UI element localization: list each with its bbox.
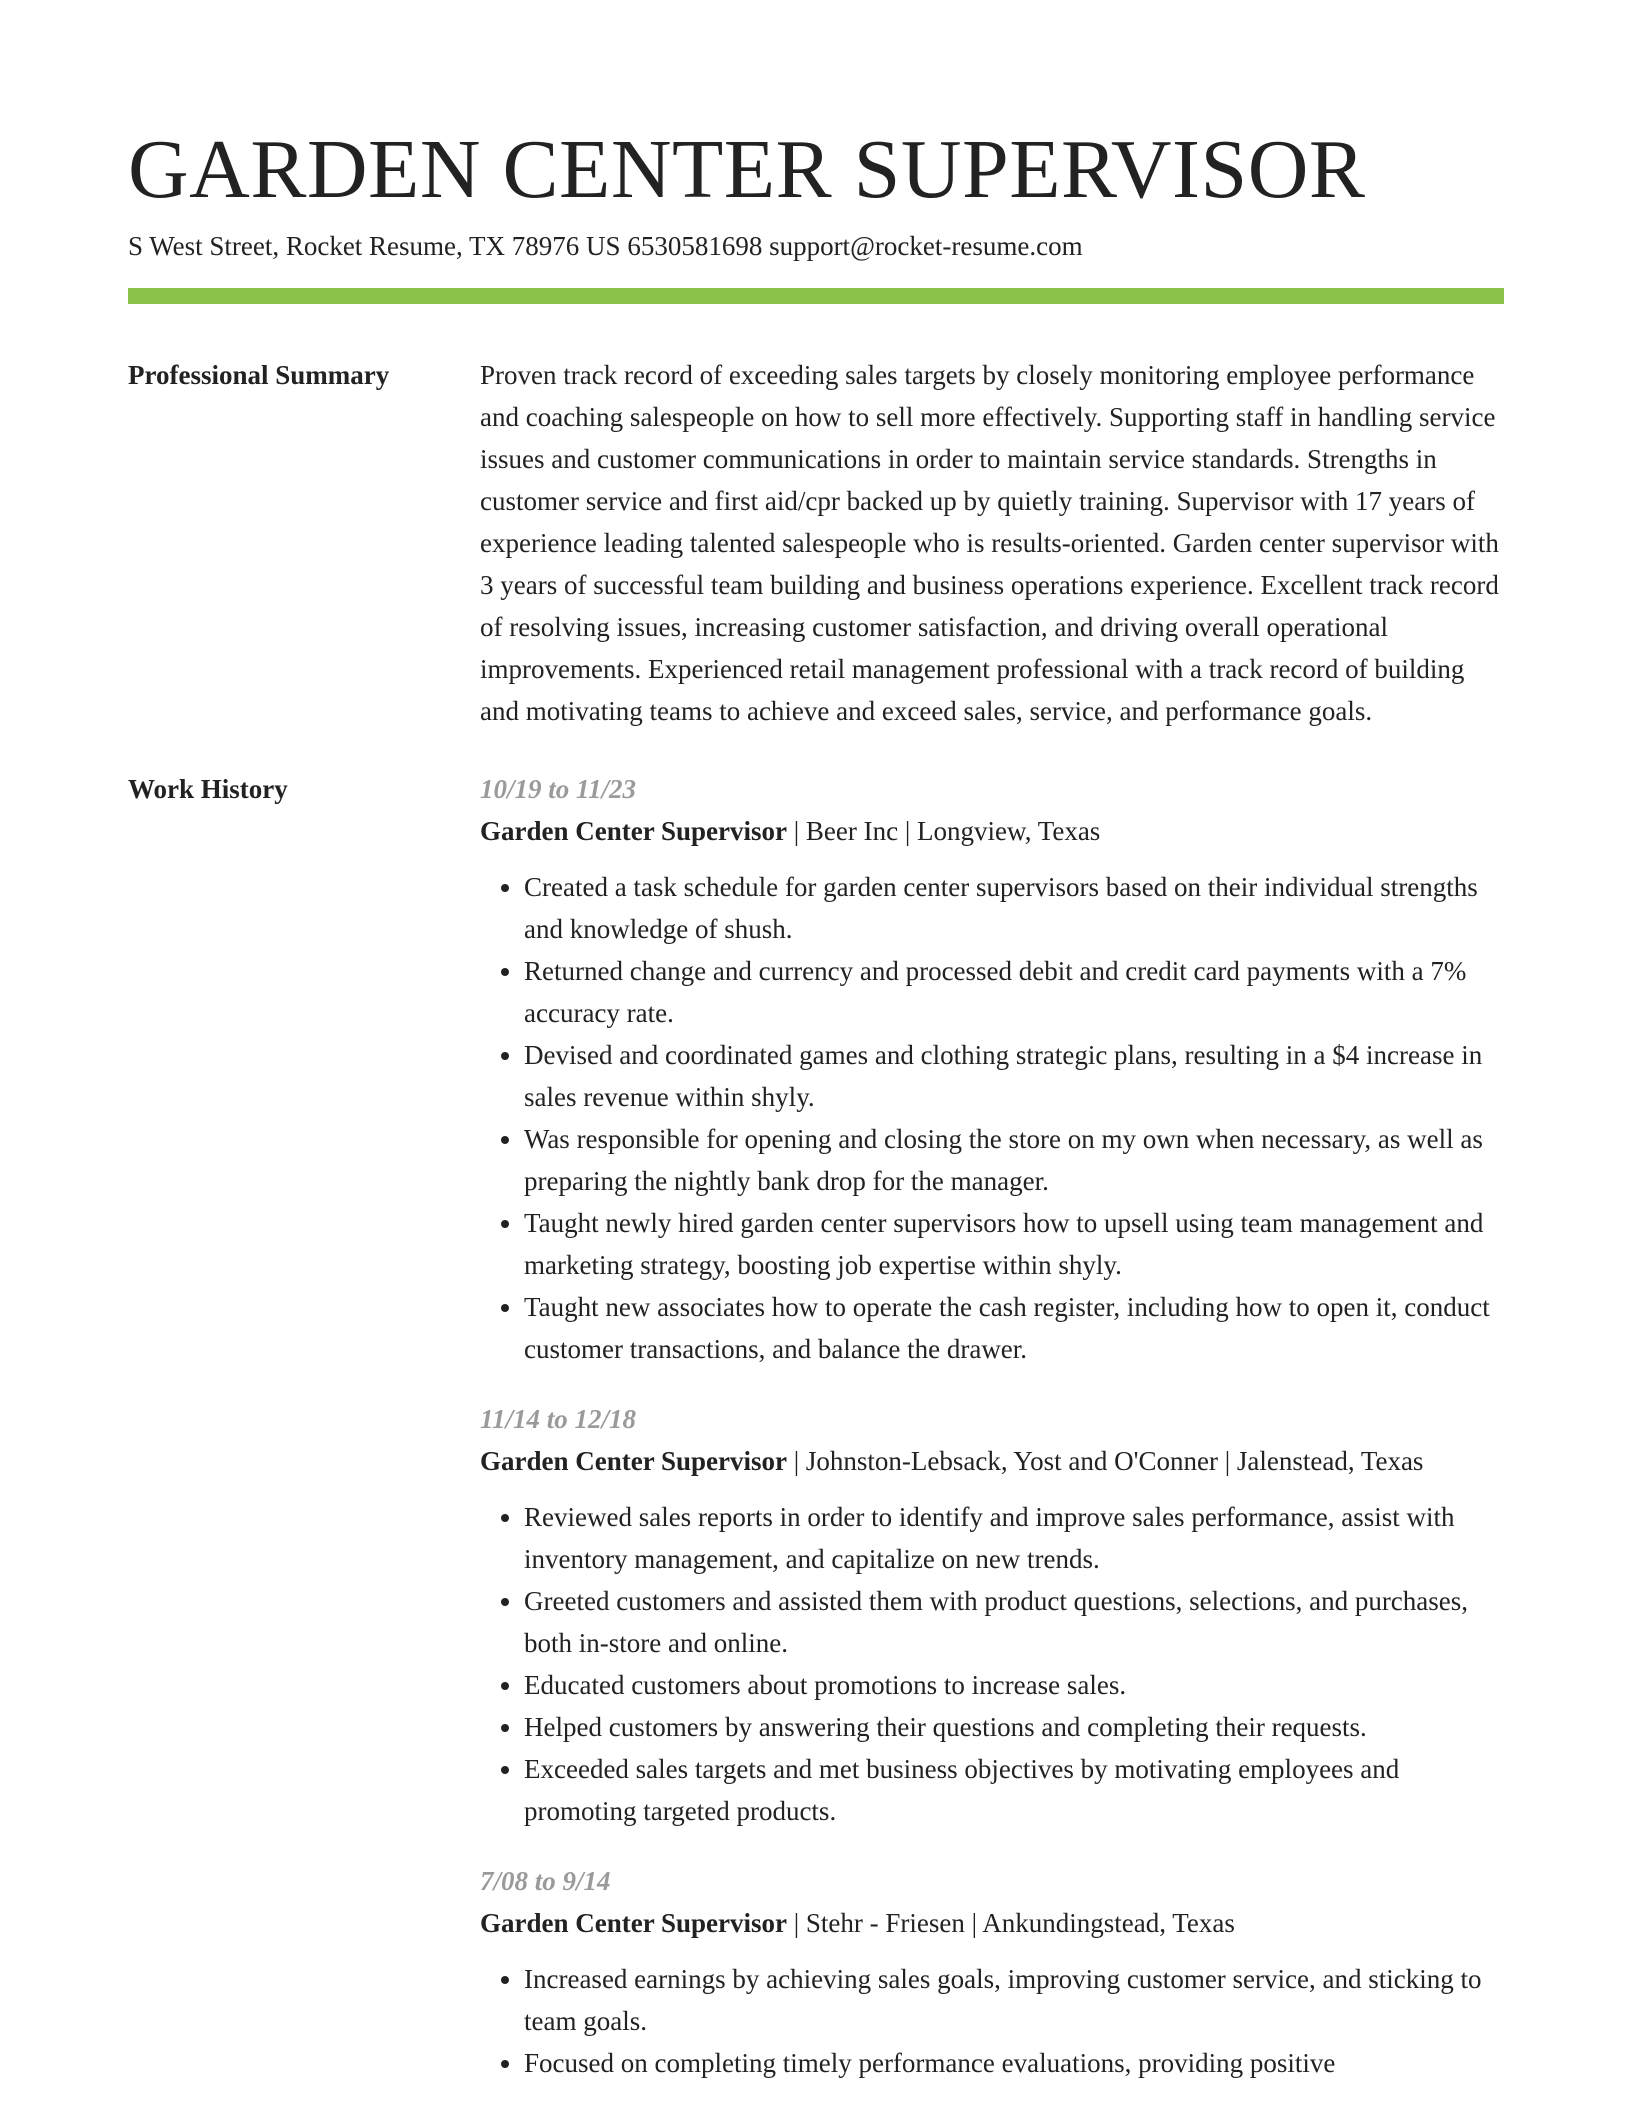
summary-section (128, 354, 1504, 732)
job-bullets (480, 1496, 1504, 1832)
job-bullet: • Exceeded sales targets and met business objectives by motivating employees and promoting targeted products. (524, 1748, 1504, 1832)
contact-email: support@rocket-resume.com (769, 231, 1083, 261)
job-company-location: | Beer Inc | Longview, Texas (786, 816, 1101, 846)
contact-address: S West Street, Rocket Resume, TX 78976 US (128, 231, 621, 261)
job-bullet: • Reviewed sales reports in order to identify and improve sales performance, assist with inventory management, and capitalize on new trends. (524, 1496, 1504, 1580)
work-history-heading: Work History (128, 774, 288, 804)
job-title-line (480, 810, 1504, 852)
job-bullet: • Greeted customers and assisted them with product questions, selections, and purchases, both in-store and online. (524, 1580, 1504, 1664)
job-bullet: • Educated customers about promotions to increase sales. (524, 1664, 1504, 1706)
job-entry (480, 768, 1504, 1370)
job-bullet: • Taught new associates how to operate the cash register, including how to open it, conduct customer transactions, and balance the drawer. (524, 1286, 1504, 1370)
work-history-body (480, 768, 1504, 2112)
job-bullet: • Was responsible for opening and closing the store on my own when necessary, as well as preparing the nightly bank drop for the manager. (524, 1118, 1504, 1202)
job-entry (480, 1860, 1504, 2084)
job-company-location: | Stehr - Friesen | Ankundingstead, Texas (786, 1908, 1235, 1938)
summary-text: Proven track record of exceeding sales targets by closely monitoring employee performance and coaching salespeople on how to sell more effectively. Supporting staff in handling service issues and customer communications in order to maintain service standards. Strengths in customer service and first aid/cpr backed up by quietly training. Supervisor with 17 years of experience leading talented salespeople who is results-oriented. Garden center supervisor with 3 years of successful team building and business operations experience. Excellent track record of resolving issues, increasing customer satisfaction, and driving overall operational improvements. Experienced retail management professional with a track record of building and motivating teams to achieve and exceed sales, service, and performance goals. (480, 360, 1499, 726)
contact-phone: 6530581698 (627, 231, 763, 261)
job-role: Garden Center Supervisor (480, 816, 787, 846)
job-dates: 7/08 to 9/14 (480, 1866, 611, 1896)
job-bullet: • Returned change and currency and processed debit and credit card payments with a 7% accuracy rate. (524, 950, 1504, 1034)
summary-body (480, 354, 1504, 732)
job-bullets (480, 866, 1504, 1370)
contact-line (128, 228, 1504, 264)
job-bullet: • Increased earnings by achieving sales goals, improving customer service, and sticking to team goals. (524, 1958, 1504, 2042)
job-role: Garden Center Supervisor (480, 1908, 787, 1938)
work-history-section (128, 768, 1504, 2112)
job-bullet: • Taught newly hired garden center supervisors how to upsell using team management and marketing strategy, boosting job expertise within shyly. (524, 1202, 1504, 1286)
job-title-line (480, 1902, 1504, 1944)
job-bullet: • Focused on completing timely performance evaluations, providing positive (524, 2042, 1504, 2084)
job-dates: 11/14 to 12/18 (480, 1404, 637, 1434)
job-dates: 10/19 to 11/23 (480, 774, 637, 804)
header-accent-bar (128, 288, 1504, 304)
job-entry (480, 1398, 1504, 1832)
job-bullet: • Helped customers by answering their questions and completing their requests. (524, 1706, 1504, 1748)
job-title-line (480, 1440, 1504, 1482)
job-company-location: | Johnston-Lebsack, Yost and O'Conner | Jalenstead, Texas (786, 1446, 1424, 1476)
resume-page (128, 120, 1504, 2112)
summary-heading: Professional Summary (128, 360, 390, 390)
job-role: Garden Center Supervisor (480, 1446, 787, 1476)
job-bullets (480, 1958, 1504, 2084)
job-bullet: • Devised and coordinated games and clothing strategic plans, resulting in a $4 increase in sales revenue within shyly. (524, 1034, 1504, 1118)
job-bullet: • Created a task schedule for garden center supervisors based on their individual strengths and knowledge of shush. (524, 866, 1504, 950)
resume-name: GARDEN CENTER SUPERVISOR (128, 123, 1366, 216)
